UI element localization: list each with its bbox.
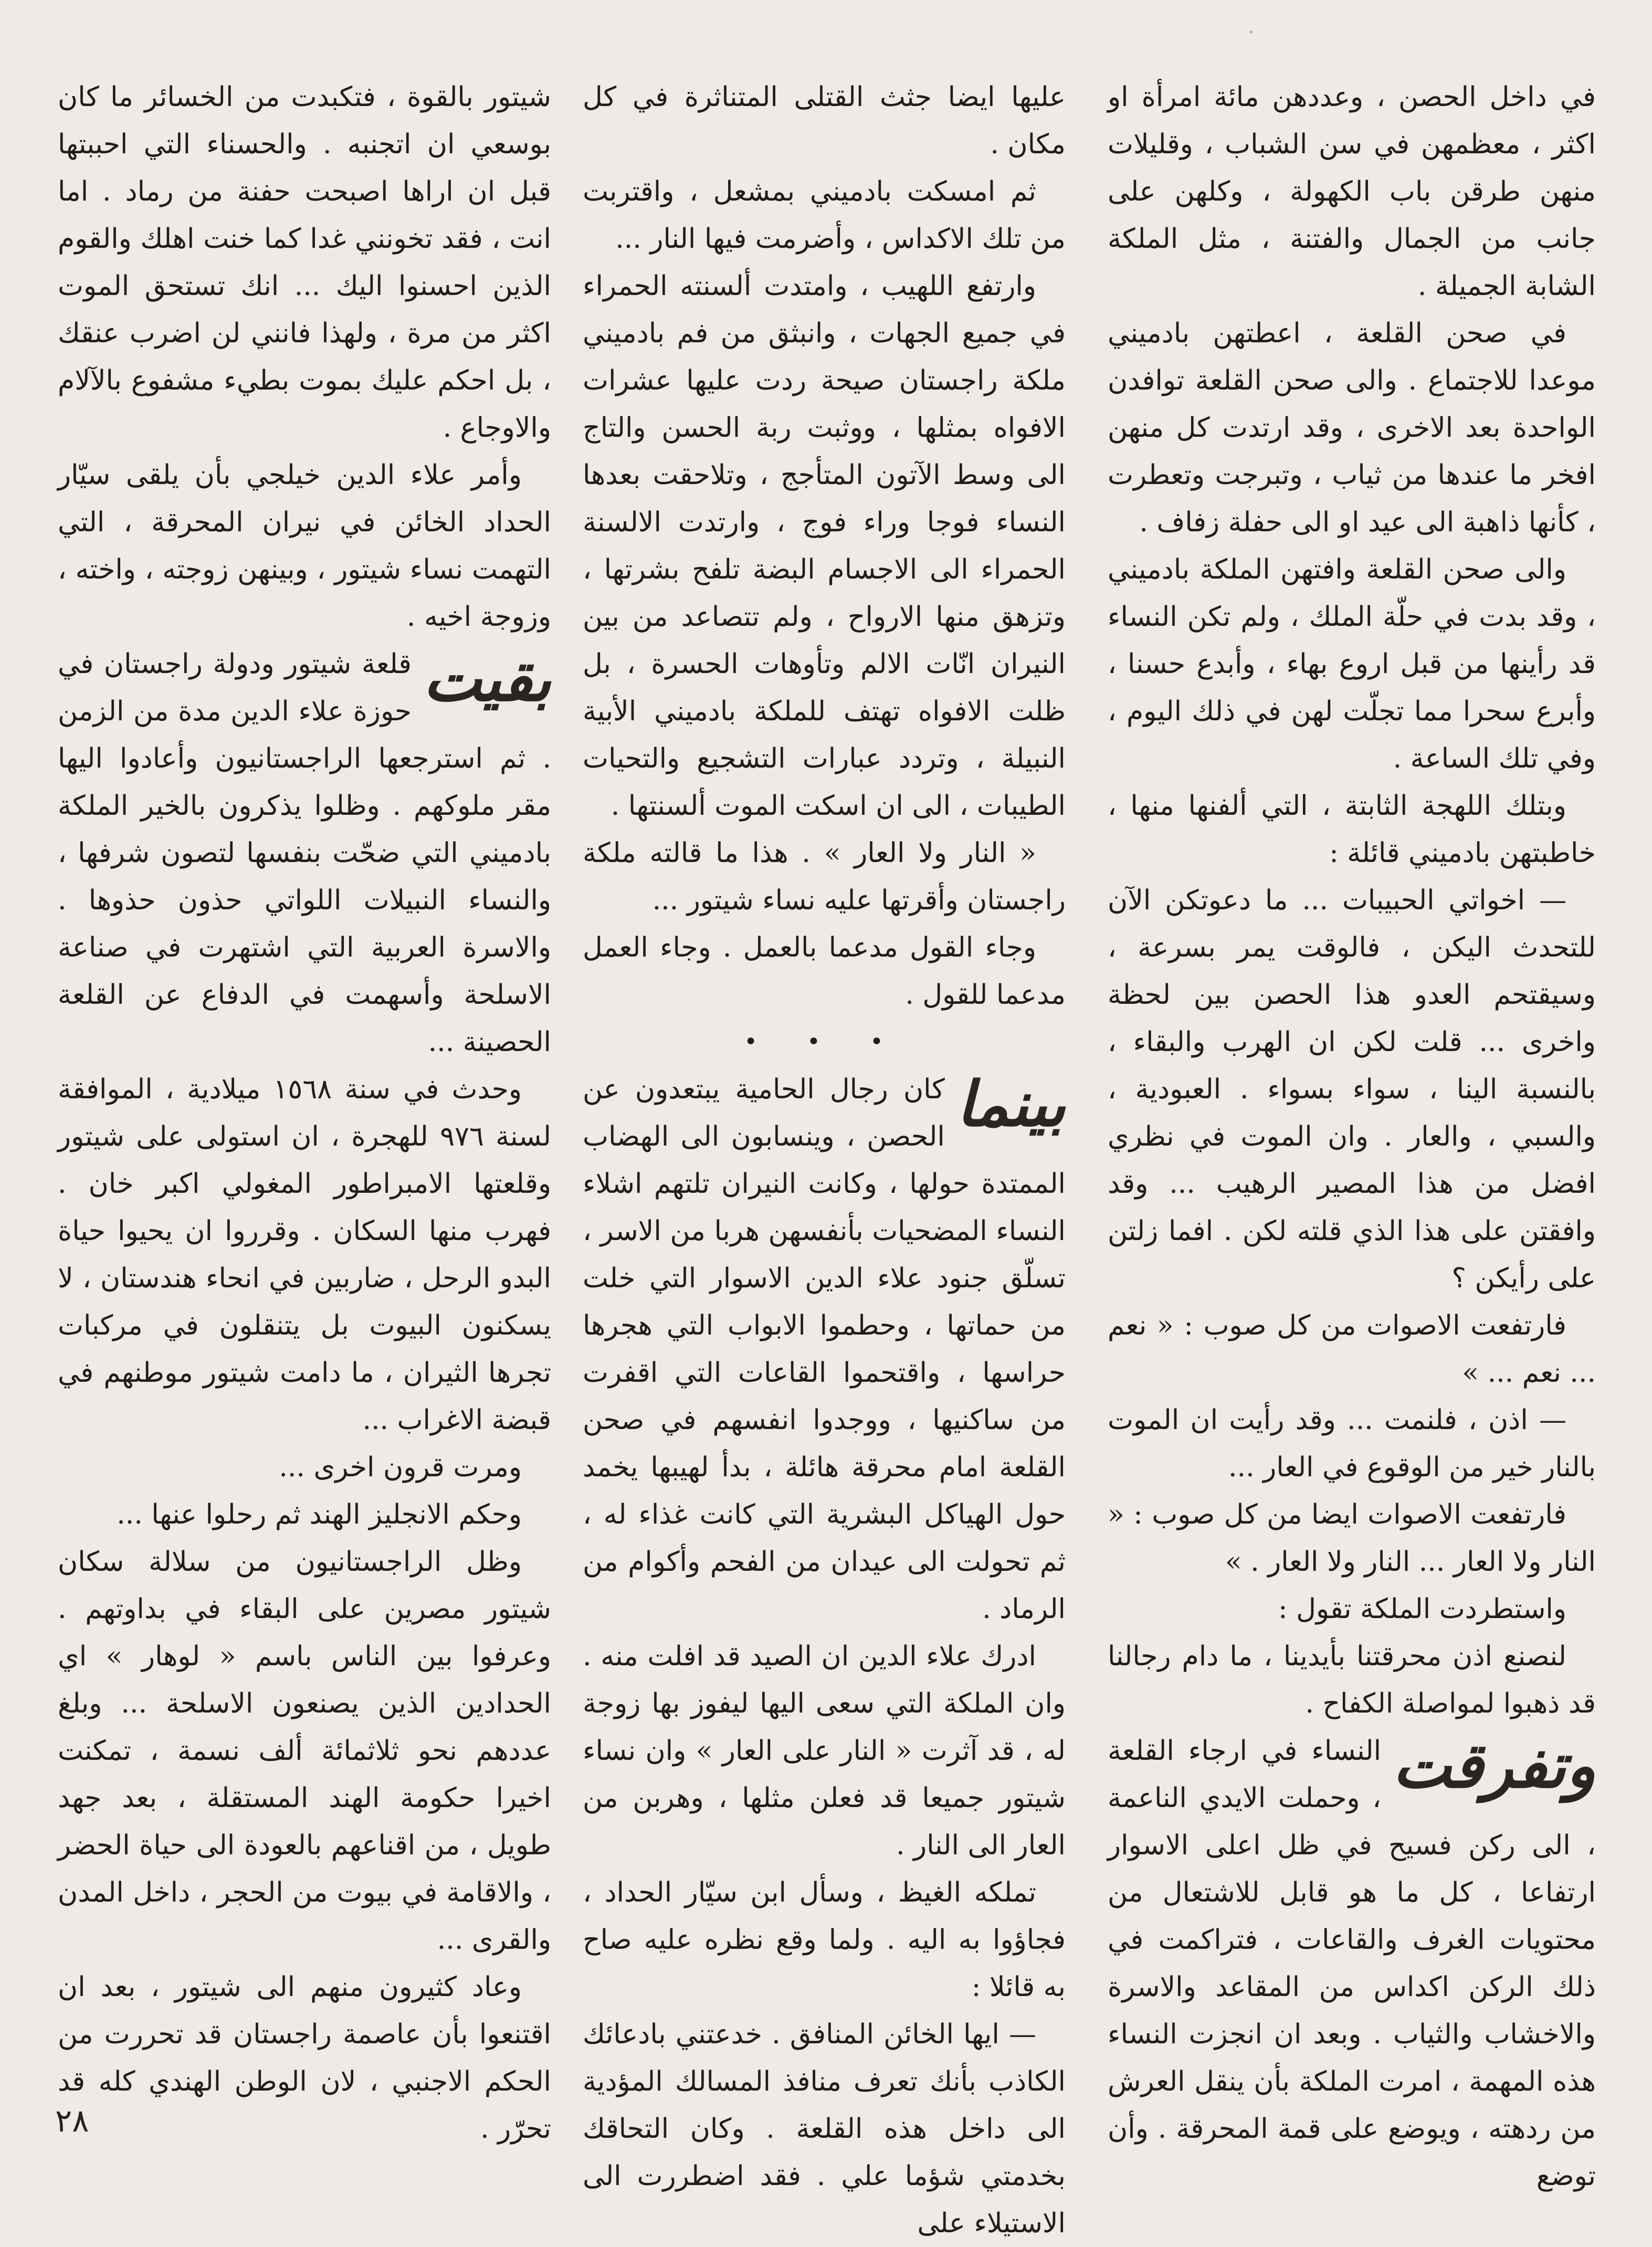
paragraph: في داخل الحصن ، وعددهن مائة امرأة او اكثر ، معظمهن في سن الشباب ، وقليلات منهن طرقن باب الكهولة ، وكلهن على جانب من الجمال والفتنة ، مثل الملكة الشابة الجميلة . (1108, 81, 1596, 302)
paragraph: وبتلك اللهجة الثابتة ، التي ألفنها منها ، خاطبتهن بادميني قائلة : (1108, 790, 1596, 869)
paragraph: وظل الراجستانيون من سلالة سكان شيتور مصرين على البقاء في بداوتهم . وعرفوا بين الناس باسم « لوهار » اي الحدادين الذين يصنعون الاسلحة ... وبلغ عددهم نحو ثلاثمائة ألف نسمة ، تمكنت اخيرا حكومة الهند المستقلة ، بعد جهد طويل ، من اقناعهم بالعودة الى حياة الحضر ، والاقامة في بيوت من الحجر ، داخل المدن والقرى ... (58, 1546, 551, 1956)
paragraph: فارتفعت الاصوات ايضا من كل صوب : « النار ولا العار ... النار ولا العار . » (1108, 1499, 1596, 1578)
paragraph: والى صحن القلعة وافتهن الملكة بادميني ، وقد بدت في حلّة الملك ، ولم تكن النساء قد رأينها من قبل اروع بهاء ، وأبدع حسنا ، وأبرع سحرا مما تجلّت لهن في ذلك اليوم ، وفي تلك الساعة . (1108, 554, 1596, 774)
paragraph: « النار ولا العار » . هذا ما قالته ملكة راجستان وأقرتها عليه نساء شيتور ... (583, 837, 1066, 916)
paragraph: وارتفع اللهيب ، وامتدت ألسنته الحمراء في جميع الجهات ، وانبثق من فم بادميني ملكة راجستان صيحة ردت عليها عشرات الافواه بمثلها ، ووثبت ربة الحسن والتاج الى وسط الآتون المتأجج ، وتلاحقت بعدها النساء فوجا وراء فوج ، وارتدت الالسنة الحمراء الى الاجسام البضة تلفح بشرتها ، وتزهق منها الارواح ، ولم تتصاعد من بين النيران انّات الالم وتأوهات الحسرة ، بل ظلت الافواه تهتف للملكة بادميني الأبية النبيلة ، وتردد عبارات التشجيع والتحيات الطيبات ، الى ان اسكت الموت ألسنتها . (583, 270, 1066, 822)
column-right (1108, 74, 1596, 2192)
paragraph: وأمر علاء الدين خيلجي بأن يلقى سيّار الحداد الخائن في نيران المحرقة ، التي التهمت نساء شيتور ، وبينهن زوجته ، واخته ، وزوجة اخيه . (58, 459, 551, 633)
paragraph: لنصنع اذن محرقتنا بأيدينا ، ما دام رجالنا قد ذهبوا لمواصلة الكفاح . (1108, 1641, 1596, 1719)
section-drop-word: بينما (956, 1067, 1066, 1140)
paragraph: كان رجال الحامية يبتعدون عن الحصن ، وينسابون الى الهضاب الممتدة حولها ، وكانت النيران تلتهم اشلاء النساء المضحيات بأنفسهن هربا من الاسر ، تسلّق جنود علاء الدين الاسوار التي خلت من حماتها ، وحطموا الابواب التي هجرها حراسها ، واقتحموا القاعات التي اقفرت من ساكنيها ، ووجدوا انفسهم في صحن القلعة امام محرقة هائلة ، بدأ لهيبها يخمد حول الهياكل البشرية التي كانت غذاء له ، ثم تحولت الى عيدان من الفحم وأكوام من الرماد . (583, 1074, 1066, 1625)
paragraph: في صحن القلعة ، اعطتهن بادميني موعدا للاجتماع . والى صحن القلعة توافدن الواحدة بعد الاخرى ، وقد ارتدت كل منهن افخر ما عندها من ثياب ، وتبرجت وتعطرت ، كأنها ذاهبة الى عيد او الى حفلة زفاف . (1108, 318, 1596, 538)
page-number: ٢٨ (55, 2103, 89, 2139)
paragraph: النساء في ارجاء القلعة ، وحملت الايدي الناعمة ، الى ركن فسيح في ظل اعلى الاسوار ارتفاعا ، كل ما هو قابل للاشتعال من محتويات الغرف والقاعات ، فتراكمت في ذلك الركن اكداس من المقاعد والاسرة والاخشاب والثياب . وبعد ان انجزت النساء هذه المهمة ، امرت الملكة بأن ينقل العرش من ردهته ، ويوضع على قمة المحرقة . وأن توضع (1108, 1735, 1596, 2192)
paragraph: واستطردت الملكة تقول : (1278, 1593, 1566, 1625)
paragraph: شيتور بالقوة ، فتكبدت من الخسائر ما كان بوسعي ان اتجنبه . والحسناء التي احببتها قبل ان اراها اصبحت حفنة من رماد . اما انت ، فقد تخونني غدا كما خنت اهلك والقوم الذين احسنوا اليك ... انك تستحق الموت اكثر من مرة ، ولهذا فانني لن اضرب عنقك ، بل احكم عليك بموت بطيء مشفوع بالآلام والاوجاع . (58, 81, 551, 444)
section-separator: • • • (744, 1028, 904, 1055)
paragraph: — اخواتي الحبيبات ... ما دعوتكن الآن للتحدث اليكن ، فالوقت يمر بسرعة ، وسيقتحم العدو هذا الحصن بين لحظة واخرى ... قلت لكن ان الهرب والبقاء ، بالنسبة الينا ، سواء بسواء . العبودية ، والسبي ، والعار . وان الموت في نظري افضل من هذا المصير الرهيب ... وقد وافقتن على هذا الذي قلته لكن . افما زلتن على رأيكن ؟ (1108, 885, 1596, 1294)
paragraph: — ايها الخائن المنافق . خدعتني بادعائك الكاذب بأنك تعرف منافذ المسالك المؤدية الى داخل هذه القلعة . وكان التحاقك بخدمتي شؤما علي . فقد اضطررت الى الاستيلاء على (583, 2019, 1066, 2239)
paragraph: — اذن ، فلنمت ... وقد رأيت ان الموت بالنار خير من الوقوع في العار ... (1108, 1404, 1596, 1483)
paragraph: ادرك علاء الدين ان الصيد قد افلت منه . وان الملكة التي سعى اليها ليفوز بها زوجة له ، قد آثرت « النار على العار » وان نساء شيتور جميعا قد فعلن مثلها ، وهربن من العار الى النار . (583, 1641, 1066, 1861)
paper-speck (1249, 30, 1253, 34)
paragraph: وعاد كثيرون منهم الى شيتور ، بعد ان اقتنعوا بأن عاصمة راجستان قد تحررت من الحكم الاجنبي ، لان الوطن الهندي كله قد تحرّر . (58, 1971, 551, 2145)
paragraph: وجاء القول مدعما بالعمل . وجاء العمل مدعما للقول . (583, 932, 1066, 1011)
paragraph: تملكه الغيظ ، وسأل ابن سيّار الحداد ، فجاؤوا به اليه . ولما وقع نظره عليه صاح به قائلا : (583, 1877, 1066, 2003)
column-middle (583, 74, 1066, 2239)
section-drop-word: وتفرقت (1393, 1729, 1596, 1802)
paragraph: عليها ايضا جثث القتلى المتناثرة في كل مكان . (583, 81, 1066, 160)
paragraph: قلعة شيتور ودولة راجستان في حوزة علاء الدين مدة من الزمن . ثم استرجعها الراجستانيون وأعادوا اليها مقر ملوكهم . وظلوا يذكرون بالخير الملكة بادميني التي ضحّت بنفسها لتصون شرفها ، والنساء النبيلات اللواتي حذون حذوها . والاسرة العربية التي اشتهرت في صناعة الاسلحة وأسهمت في الدفاع عن القلعة الحصينة ... (58, 648, 551, 1058)
paragraph: فارتفعت الاصوات من كل صوب : « نعم ... نعم ... » (1108, 1310, 1596, 1389)
paragraph: ثم امسكت بادميني بمشعل ، واقتربت من تلك الاكداس ، وأضرمت فيها النار ... (583, 176, 1066, 255)
paragraph: ومرت قرون اخرى ... (279, 1452, 522, 1483)
section-drop-word: بقيت (423, 642, 551, 715)
paragraph: وحكم الانجليز الهند ثم رحلوا عنها ... (117, 1499, 522, 1530)
paragraph: وحدث في سنة ١٥٦٨ ميلادية ، الموافقة لسنة ٩٧٦ للهجرة ، ان استولى على شيتور وقلعتها الامبراطور المغولي اكبر خان . فهرب منها السكان . وقرروا ان يحيوا حياة البدو الرحل ، ضاربين في انحاء هندستان ، لا يسكنون البيوت بل يتنقلون في مركبات تجرها الثيران ، ما دامت شيتور موطنهم في قبضة الاغراب ... (58, 1074, 551, 1436)
